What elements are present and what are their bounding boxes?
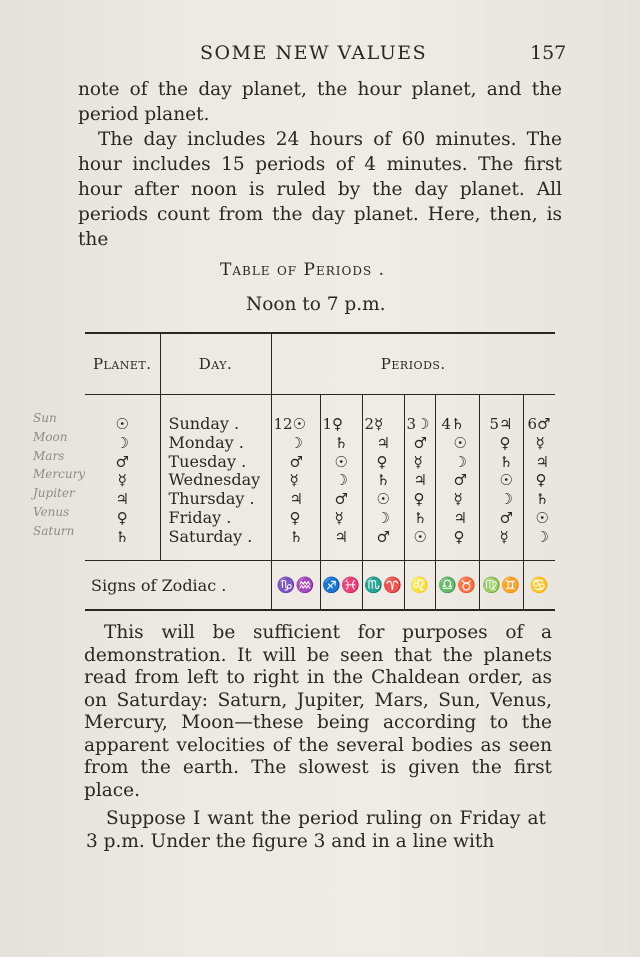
planet-symbol: ☽ [115,433,129,452]
period-cell: ♀ [376,452,388,471]
signs-of-zodiac-label: Signs of Zodiac . [85,561,271,611]
zodiac-sign-cell: ♑♒ [271,561,320,611]
period-cell: ♄ [376,471,390,490]
period-cell: ♀ [413,490,425,509]
period-cell: ☽ [499,490,513,509]
period-cell: ♃ [376,433,390,452]
margin-note: Jupiter [33,486,75,501]
zodiac-sign-cell: ♋ [523,561,555,611]
period-column-1 [320,395,362,561]
planet-symbol: ♃ [115,490,129,509]
period-column-2 [362,395,404,561]
day-name: Friday . [168,507,232,527]
period-cell: ♂ [499,508,513,527]
period-cell: 4♄ [441,415,465,433]
paragraph-4: Suppose I want the period ruling on Friday at 3 p.m. Under the figure 3 and in a line with [86,808,546,852]
zodiac-sign-cell: ♎♉ [435,561,479,611]
period-cell: ♂ [376,527,390,546]
period-cell: ☿ [499,527,509,546]
paragraph-3: This will be sufficient for purposes of a demonstration. It will be seen that the planets read from left to right in the Chaldean order, as on Saturday: Saturn, Jupiter, Mars, Sun, Venus, Mercury, Moon—these being according to the apparent velocities of the several bodies as seen from the earth. The slowest is given the first place. [84,622,552,801]
period-column-4 [435,395,479,561]
header-planet: Planet. [85,333,160,395]
period-cell: ☽ [289,433,303,452]
margin-note: Sun [33,411,57,425]
table-title: Table of Periods . [220,260,385,280]
day-column [160,395,271,561]
period-cell: ♀ [453,527,465,546]
margin-note: Moon [33,429,68,444]
period-column-5 [479,395,523,561]
period-cell: ♃ [453,508,467,527]
zodiac-sign-cell: ♌ [404,561,435,611]
period-cell: ♃ [334,527,348,546]
period-cell: ☉ [535,508,549,527]
planet-column [85,395,160,561]
period-cell: 3☽ [406,415,430,433]
paragraph-2: The day includes 24 hours of 60 minutes. The hour includes 15 periods of 4 minutes. The first hour after noon is ruled by the day planet. All periods count from the day planet. Here, then, is the [78,129,562,250]
header-day: Day. [160,333,271,395]
period-cell: ☉ [376,490,390,509]
planet-symbol: ☉ [115,415,129,433]
day-name: Sunday . [168,414,240,433]
margin-note: Saturn [33,523,75,538]
period-cell: ☽ [453,452,467,471]
period-cell: ♂ [413,433,427,452]
period-cell: ☿ [535,433,545,452]
day-name: Monday . [168,432,244,452]
period-cell: ♄ [499,452,513,471]
period-cell: ♄ [535,490,549,509]
period-cell: ♀ [499,433,511,452]
period-cell: ☿ [413,452,423,471]
period-cell: ♄ [334,433,348,452]
period-column-3 [404,395,435,561]
period-cell: ☿ [453,490,463,509]
period-cell: ♂ [289,452,303,471]
running-head: SOME NEW VALUES [200,42,428,64]
planet-symbol: ♂ [115,452,129,471]
period-cell: ♂ [453,471,467,490]
period-cell: ☽ [376,508,390,527]
header-periods: Periods. [271,333,555,395]
margin-note: Mercury [33,467,86,482]
margin-note: Mars [33,448,65,463]
period-cell: 2☿ [364,415,384,433]
zodiac-sign-cell: ♐♓ [320,561,362,611]
period-cell: ♂ [334,490,348,509]
margin-note: Venus [33,504,70,519]
period-cell: 1♀ [322,415,344,433]
period-cell: 5♃ [489,415,513,433]
period-cell: ☽ [535,527,549,546]
period-cell: 6♂ [527,415,551,433]
period-cell: ☉ [334,452,348,471]
table-subtitle: Noon to 7 p.m. [246,294,386,315]
period-cell: 12☉ [273,415,307,433]
period-cell: ♃ [535,452,549,471]
period-cell: ♀ [535,471,547,490]
planet-symbol: ☿ [117,471,127,490]
period-cell: ♃ [413,471,427,490]
period-column-6 [523,395,555,561]
day-name: Saturday . [168,526,253,546]
planet-symbol: ♄ [115,527,129,546]
page-number: 157 [530,42,567,64]
period-cell: ☿ [334,508,344,527]
period-cell: ♄ [413,508,427,527]
day-name: Tuesday . [168,451,247,471]
zodiac-sign-cell: ♍♊ [479,561,523,611]
period-cell: ☿ [289,471,299,490]
period-cell: ☽ [334,471,348,490]
day-name: Wednesday [168,470,261,490]
period-cell: ♄ [289,527,303,546]
period-cell: ☉ [453,433,467,452]
zodiac-sign-cell: ♏♈ [362,561,404,611]
table-of-periods [85,332,555,611]
planet-symbol: ♀ [116,508,128,527]
period-cell: ♀ [289,508,301,527]
day-name: Thursday . [168,489,255,509]
period-cell: ☉ [413,527,427,546]
paragraph-1: note of the day planet, the hour planet, and the period planet. [78,79,562,125]
period-cell: ♃ [289,490,303,509]
period-cell: ☉ [499,471,513,490]
period-column-12 [271,395,320,561]
